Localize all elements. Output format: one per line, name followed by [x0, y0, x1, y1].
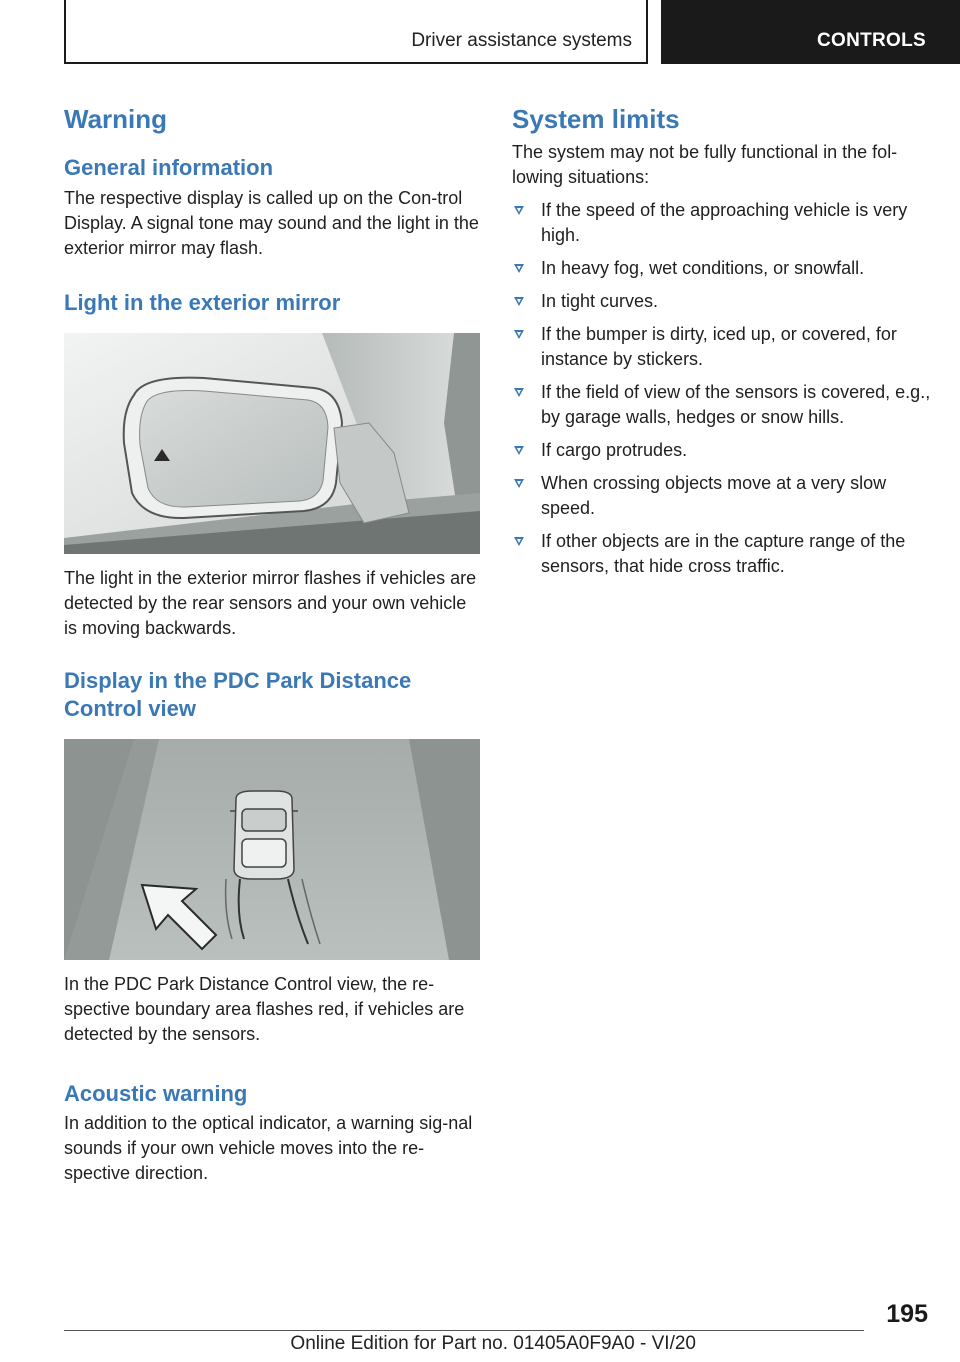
list-item: In heavy fog, wet conditions, or snowfall. [512, 256, 932, 281]
header-chapter-tab [661, 0, 960, 64]
acoustic-warning-text: In addition to the optical indicator, a warning sig-nal sounds if your own vehicle moves into the re-spective direction. [64, 1113, 473, 1183]
acoustic-warning-heading: Acoustic warning [64, 1081, 248, 1106]
pdc-view-image [64, 739, 480, 960]
bullet-triangle-icon [514, 264, 524, 273]
header-section-box [64, 0, 648, 64]
mirror-light-text: The light in the exterior mirror flashes if vehicles are detected by the rear sensors and your own vehicle is moving backwards. [64, 568, 477, 638]
footer-divider [64, 1330, 864, 1331]
header-section-title: Driver assistance systems [411, 30, 632, 51]
bullet-triangle-icon [514, 537, 524, 546]
list-item: If cargo protrudes. [512, 438, 932, 463]
bullet-triangle-icon [514, 330, 524, 339]
left-column [64, 100, 480, 1186]
bullet-triangle-icon [514, 297, 524, 306]
system-limits-heading: System limits [512, 104, 680, 134]
exterior-mirror-image [64, 333, 480, 554]
footer-edition [0, 1333, 958, 1355]
bullet-triangle-icon [514, 206, 524, 215]
general-information-heading: General information [64, 155, 274, 180]
footer-edition-text: Online Edition for Part no. 01405A0F9A0 - VI/20 [290, 1333, 696, 1354]
mirror-light-heading: Light in the exterior mirror [64, 290, 341, 315]
list-item: When crossing objects move at a very slow speed. [512, 471, 932, 521]
right-column [512, 100, 932, 579]
pdc-display-heading: Display in the PDC Park Distance Control view [64, 668, 412, 721]
system-limits-list [512, 198, 932, 579]
pdc-display-text: In the PDC Park Distance Control view, the re-spective boundary area flashes red, if vehicles are detected by the sensors. [64, 974, 465, 1044]
list-item: If the speed of the approaching vehicle is very high. [512, 198, 932, 248]
header-chapter-title: CONTROLS [816, 30, 926, 51]
bullet-triangle-icon [514, 388, 524, 397]
warning-heading: Warning [64, 104, 168, 134]
list-item: In tight curves. [512, 289, 932, 314]
bullet-triangle-icon [514, 479, 524, 488]
list-item: If other objects are in the capture range of the sensors, that hide cross traffic. [512, 529, 932, 579]
bullet-triangle-icon [514, 446, 524, 455]
list-item: If the field of view of the sensors is covered, e.g., by garage walls, hedges or snow hills. [512, 380, 932, 430]
page-number: 195 [886, 1300, 928, 1328]
list-item: If the bumper is dirty, iced up, or covered, for instance by stickers. [512, 322, 932, 372]
system-limits-intro: The system may not be fully functional in the fol-lowing situations: [512, 142, 898, 187]
general-information-text: The respective display is called up on the Con-trol Display. A signal tone may sound and the light in the exterior mirror may flash. [64, 188, 479, 258]
